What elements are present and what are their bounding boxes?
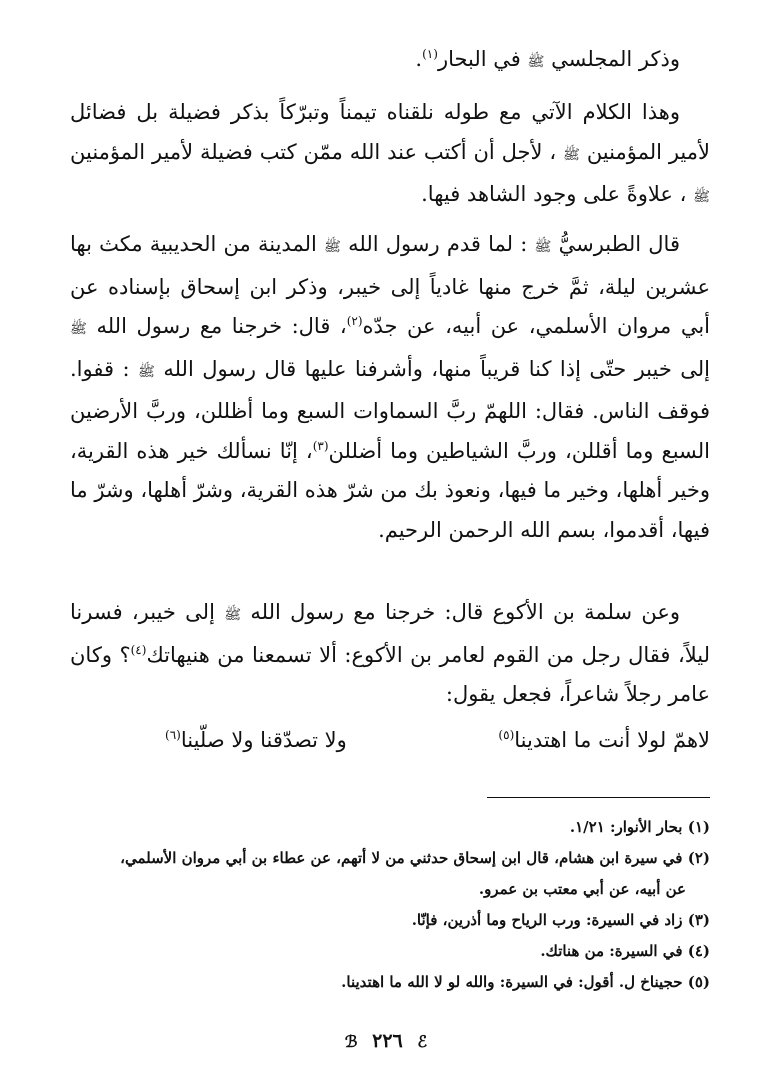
text: إلى خيبر، فسرنا ليلاً، فقال رجل من القوم لعامر بن الأكوع: ألا تسمعنا من هنيهاتك — [70, 600, 711, 667]
footnote-item — [70, 936, 710, 967]
footnote-text: بحار الأنوار: ١/٢١. — [569, 818, 683, 836]
footnote-ref[interactable]: (٦) — [165, 728, 181, 742]
text: في البحار — [437, 47, 521, 71]
footnote-divider — [487, 797, 710, 798]
footnote-number: (١) — [687, 818, 710, 836]
text: وهذا الكلام الآتي مع طوله نلقناه تيمناً وتبرّكاً بذكر فضيلة بل فضائل لأمير المؤمنين — [70, 100, 710, 164]
text: ، قال: خرجنا مع رسول الله — [96, 314, 347, 338]
poem-verse — [70, 728, 710, 768]
text: : قفوا. فوقف الناس. فقال: اللهمّ ربَّ السماوات السبع وما أظللن، وربَّ الأرضين السبع وما أقللن، وربَّ الشياطين وما أضللن — [70, 356, 710, 463]
honorific-glyph: ﷺ — [137, 363, 155, 380]
honorific-glyph: ﷺ — [534, 239, 552, 255]
paragraph-1 — [70, 40, 710, 83]
text: ولا تصدّقنا ولا صلّينا — [180, 728, 347, 752]
footnote-text: عن أبيه، عن أبي معتب بن عمرو. — [478, 880, 686, 898]
honorific-glyph: ﷺ — [70, 321, 87, 337]
honorific-glyph: ﷺ — [224, 607, 242, 623]
footnote-ref[interactable]: (٣) — [312, 438, 329, 453]
text: ، إنّا نسألك خير هذه القرية، وخير أهلها، وخير ما فيها، ونعوذ بك من شرّ هذه القرية، وشرّ أهلها، وشرّ ما فيها، أقدموا، بسم الله الرحمن الرحيم. — [70, 438, 710, 542]
honorific-glyph: ﷺ — [324, 239, 341, 255]
paragraph-2 — [70, 93, 710, 218]
footnote-text: في السيرة: من هناتك. — [540, 942, 683, 960]
footnote-number: (٣) — [687, 911, 710, 929]
footnotes-list — [70, 812, 710, 998]
text: ؟ وكان عامر رجلاً شاعراً، فجعل يقول: — [70, 642, 710, 706]
text: . — [415, 47, 423, 71]
ornament-left-icon: ℬ — [344, 1032, 358, 1051]
footnote-text: زاد في السيرة: ورب الرياح وما أذرين، فإنّا. — [411, 911, 683, 929]
text: قال الطبرسيُّ — [558, 232, 680, 256]
footnote-number: (٢) — [687, 849, 710, 867]
footnote-item — [70, 905, 710, 936]
poem-second-hemistich — [165, 728, 347, 752]
text: ، علاوةً على وجود الشاهد فيها. — [421, 182, 687, 206]
page-number: ٢٢٦ — [372, 1030, 403, 1052]
footnote-number: (٥) — [687, 973, 710, 991]
text: لاهمّ لولا أنت ما اهتدينا — [514, 728, 710, 752]
footnote-item — [70, 812, 710, 843]
text: ، لأجل أن أكتب عند الله ممّن كتب فضيلة لأمير المؤمنين — [70, 139, 557, 164]
footnote-text: في سيرة ابن هشام، قال ابن إسحاق حدثني من لا أتهم، عن عطاء بن أبي مروان الأسلمي، — [120, 849, 683, 867]
text: إلى خيبر حتّى إذا كنا قريباً منها، وأشرفنا عليها قال رسول الله — [163, 356, 710, 381]
page-number-footer — [0, 1030, 772, 1052]
footnote-number: (٤) — [687, 942, 710, 960]
honorific-glyph: ﷺ — [693, 189, 710, 205]
footnote-ref[interactable]: (١) — [422, 47, 438, 61]
text: وعن سلمة بن الأكوع قال: خرجنا مع رسول الله — [250, 600, 680, 624]
honorific-glyph: ﷺ — [527, 54, 545, 70]
text: : لما قدم رسول الله — [348, 232, 528, 256]
footnote-item — [70, 967, 710, 998]
footnote-item — [70, 843, 710, 874]
footnote-continuation — [70, 874, 710, 905]
ornament-right-icon: ℰ — [417, 1032, 428, 1051]
footnote-ref[interactable]: (٤) — [130, 642, 147, 657]
footnote-text: حجيناخ ل. أقول: في السيرة: والله لو لا الله ما اهتدينا. — [341, 973, 683, 991]
footnote-ref[interactable]: (٥) — [498, 728, 515, 742]
text: المدينة من الحديبية مكث بها عشرين ليلة، ثمَّ خرج منها غادياً إلى خيبر، وذكر ابن إسحاق بإسناده عن أبي مروان الأسلمي، عن أبيه، عن جدّه — [70, 232, 711, 338]
poem-first-hemistich — [498, 728, 710, 752]
paragraph-4 — [70, 593, 710, 715]
honorific-glyph: ﷺ — [563, 146, 580, 163]
text: وذكر المجلسي — [551, 47, 680, 71]
footnote-ref[interactable]: (٢) — [346, 314, 363, 328]
paragraph-3 — [70, 225, 710, 550]
